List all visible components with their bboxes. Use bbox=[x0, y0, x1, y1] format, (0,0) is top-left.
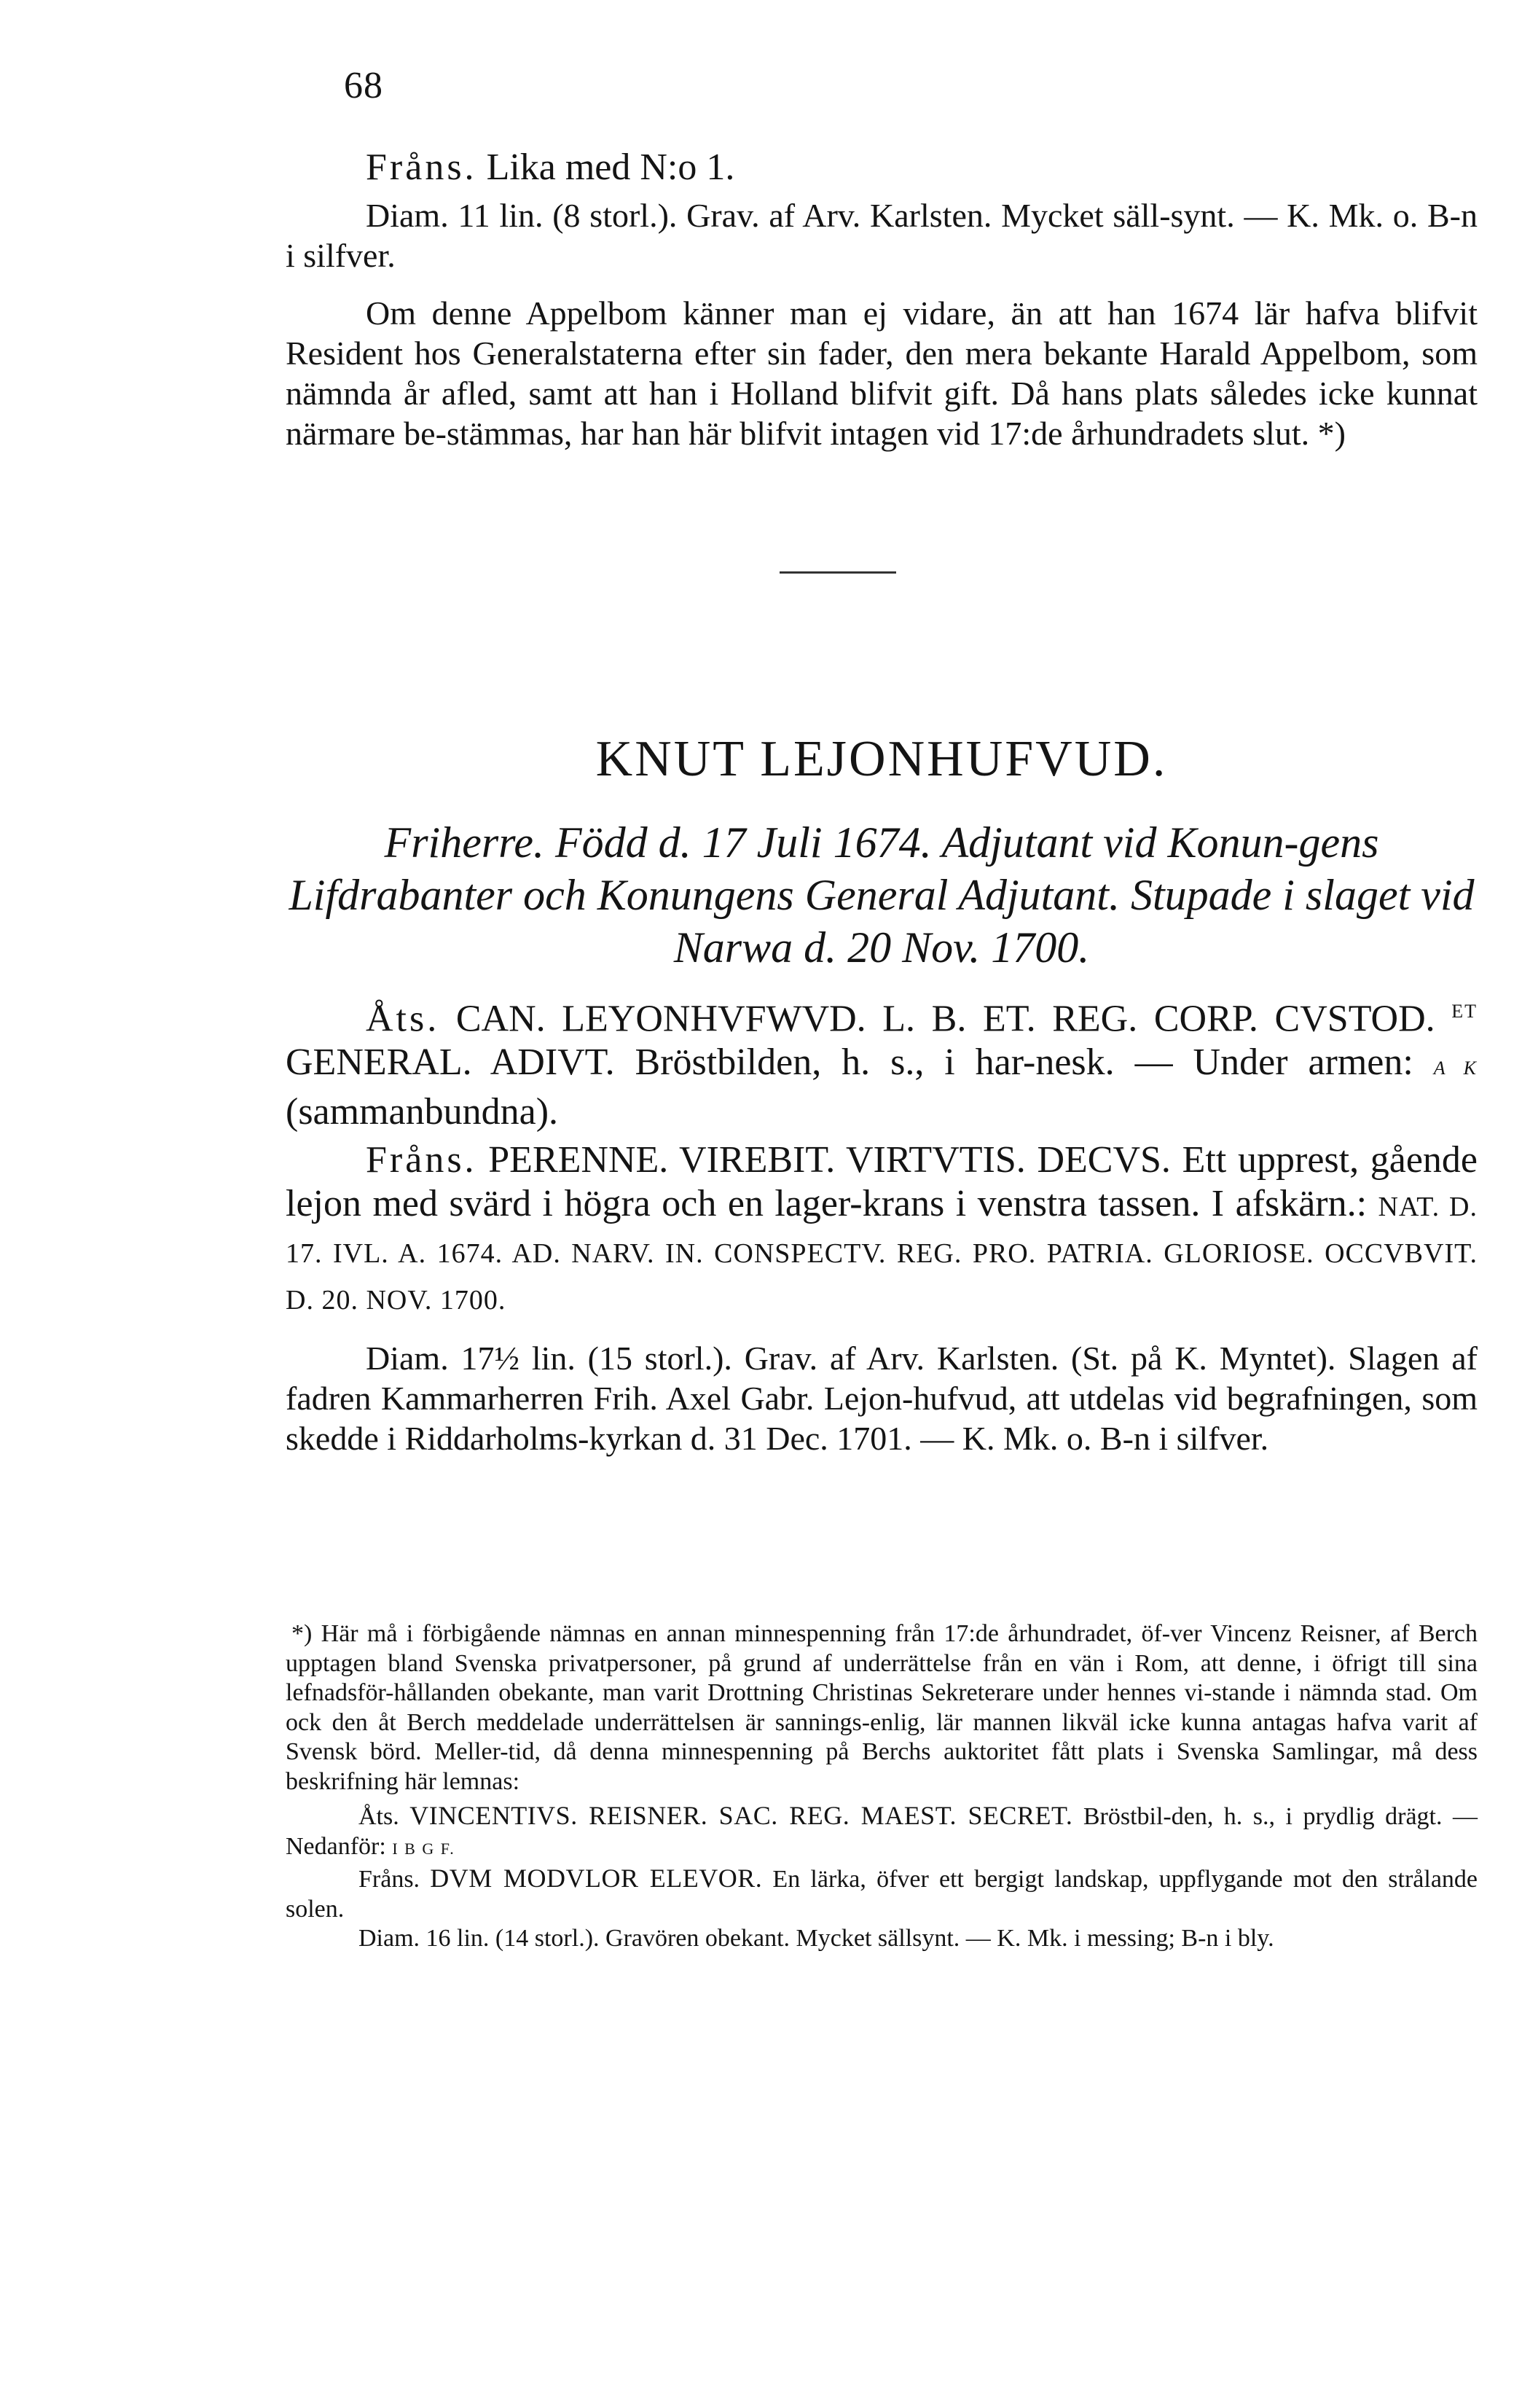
frans-paragraph bbox=[286, 1138, 1478, 1322]
ats-paragraph bbox=[286, 990, 1478, 1134]
frans-heading-text: Lika med N:o 1. bbox=[486, 146, 735, 188]
section-title: KNUT LEJONHUFVUD. bbox=[595, 731, 1168, 787]
footnote-frans-description: En lärka, öfver ett bergigt landskap, uppflygande mot den strålande solen. bbox=[286, 1866, 1478, 1923]
page-number: 68 bbox=[344, 65, 383, 106]
section-subtitle: Friherre. Född d. 17 Juli 1674. Adjutant vid Konun-gens Lifdrabanter och Konungens General Adjutant. Stupade i slaget vid Narwa d. 20 Nov. 1700. bbox=[289, 818, 1475, 972]
ats-et-ligature: ET bbox=[1451, 1001, 1478, 1022]
footnote-ats-monogram: I B G F. bbox=[392, 1839, 455, 1858]
frans-exergue: NAT. D. 17. IVL. A. 1674. AD. NARV. IN. CONSPECTV. REG. PRO. PATRIA. GLORIOSE. OCCVBVIT. D. 20. NOV. 1700. bbox=[286, 1192, 1478, 1316]
frans-lead: Fråns. bbox=[366, 146, 477, 188]
first-entry-diam: Diam. 11 lin. (8 storl.). Grav. af Arv. Karlsten. Mycket säll-synt. — K. Mk. o. B-n i silfver. bbox=[286, 197, 1478, 274]
footnote bbox=[286, 1619, 1478, 1954]
ats-lead: Åts. bbox=[366, 998, 440, 1040]
footnote-ats bbox=[286, 1801, 1478, 1864]
frans-lead-2: Fråns. bbox=[366, 1139, 477, 1181]
footnote-frans-inscription: DVM MODVLOR ELEVOR. bbox=[430, 1864, 763, 1893]
section-divider bbox=[780, 571, 896, 574]
footnote-ats-lead: Åts. bbox=[358, 1803, 399, 1830]
frans-inscription: PERENNE. VIREBIT. VIRTVTIS. DECVS. bbox=[488, 1139, 1171, 1181]
ats-inscription-2: GENERAL. ADIVT. bbox=[286, 1041, 615, 1084]
ats-description-2: (sammanbundna). bbox=[286, 1091, 559, 1133]
footnote-frans-lead: Fråns. bbox=[358, 1866, 420, 1893]
footnote-ats-description: Bröstbil-den, h. s., i prydlig drägt. — Nedanför: bbox=[286, 1803, 1478, 1860]
ats-monogram: A K bbox=[1433, 1058, 1478, 1079]
first-entry-paragraph: Om denne Appelbom känner man ej vidare, än att han 1674 lär hafva blifvit Resident hos Generalstaterna efter sin fader, den mera bekante Harald Appelbom, som nämnda år afled, samt att han i Holland blifvit gift. Då hans plats således icke kunnat närmare be-stämmas, har han här blifvit intagen vid 17:de århundradets slut. *) bbox=[286, 294, 1478, 452]
footnote-ats-inscription: VINCENTIVS. REISNER. SAC. REG. MAEST. SECRET. bbox=[409, 1801, 1073, 1830]
section-body bbox=[286, 990, 1478, 1458]
first-entry-heading bbox=[286, 146, 1478, 189]
footnote-paragraph: *) Här må i förbigående nämnas en annan minnespenning från 17:de århundradet, öf-ver Vincenz Reisner, af Berch upptagen bland Svenska privatpersoner, på grund af underrättelse från en vän i Rom, att denne, i öfrigt till sina lefnadsför-hållanden obekante, man varit Drottning Christinas Sekreterare under hennes vi-stande i nämnda stad. Om ock den åt Berch meddelade underrättelsen är sannings-enlig, lär mannen likväl icke kunna antagas hafva varit af Svensk börd. Meller-tid, då denna minnespenning på Berchs auktoritet fått plats i Svenska Samlingar, må dess beskrifning här lemnas: bbox=[286, 1620, 1478, 1795]
frans-description: Ett upprest, gående lejon med svärd i högra och en lager-krans i venstra tassen. I afskärn.: bbox=[286, 1139, 1478, 1225]
section-diam-paragraph: Diam. 17½ lin. (15 storl.). Grav. af Arv. Karlsten. (St. på K. Myntet). Slagen af fadren Kammarherren Frih. Axel Gabr. Lejon-hufvud, att utdelas vid begrafningen, som skedde i Riddarholms-kyrkan d. 31 Dec. 1701. — K. Mk. o. B-n i silfver. bbox=[286, 1340, 1478, 1458]
footnote-frans bbox=[286, 1864, 1478, 1924]
ats-inscription: CAN. LEYONHVFWVD. L. B. ET. REG. CORP. CVSTOD. bbox=[455, 998, 1435, 1040]
footnote-diam: Diam. 16 lin. (14 storl.). Gravören obekant. Mycket sällsynt. — K. Mk. i messing; B-n i bly. bbox=[358, 1925, 1274, 1952]
ats-description: Bröstbilden, h. s., i har-nesk. — Under armen: bbox=[635, 1041, 1413, 1084]
first-entry bbox=[286, 146, 1478, 453]
